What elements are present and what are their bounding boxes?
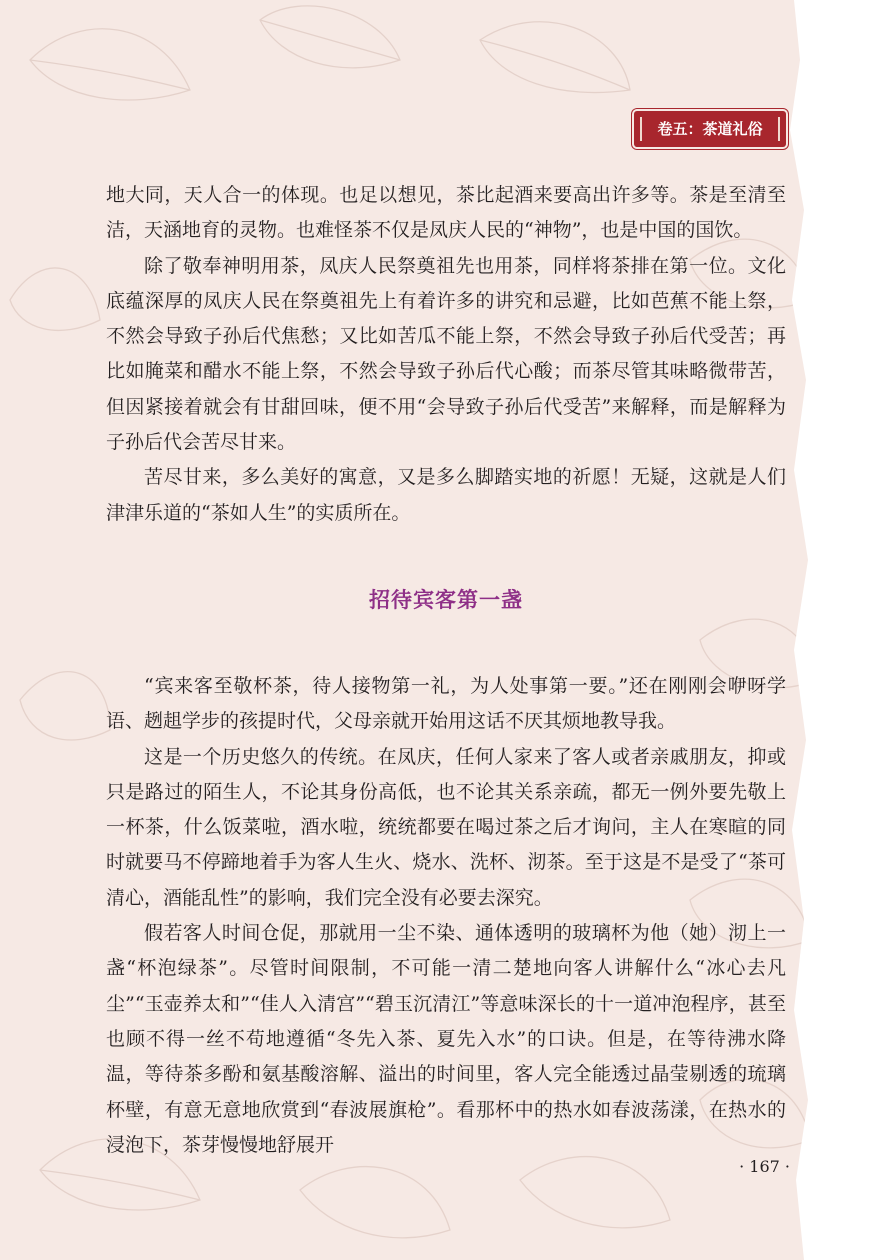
paragraph: 苦尽甘来，多么美好的寓意，又是多么脚踏实地的祈愿！无疑，这就是人们津津乐道的“茶如人生”的实质所在。: [106, 466, 786, 524]
paragraph: “宾来客至敬杯茶，待人接物第一礼，为人处事第一要。”还在刚刚会咿呀学语、趔趄学步的孩提时代，父母亲就开始用这话不厌其烦地教导我。: [106, 674, 786, 733]
paragraph: 假若客人时间仓促，那就用一尘不染、通体透明的玻璃杯为他（她）沏上一盏“杯泡绿茶”。尽管时间限制，不可能一清二楚地向客人讲解什么“冰心去凡尘”“玉壶养太和”“佳人入清宫”“碧玉沉清江”等意味深长的十一道冲泡程序，甚至也顾不得一丝不苟地遵循“冬先入茶、夏先入水”的口诀。但是，在等待沸水降温，等待茶多酚和氨基酸溶解、溢出的时间里，客人完全能透过晶莹剔透的琉璃杯壁，有意无意地欣赏到“春波展旗枪”。看那杯中的热水如春波荡漾，在热水的浸泡下，茶芽慢慢地舒展开: [106, 922, 786, 1156]
paragraph: 除了敬奉神明用茶，凤庆人民祭奠祖先也用茶，同样将茶排在第一位。文化底蕴深厚的凤庆人民在祭奠祖先上有着许多的讲究和忌避，比如芭蕉不能上祭，不然会导致子孙后代焦愁；又比如苦瓜不能上祭，不然会导致子孙后代受苦；再比如腌菜和醋水不能上祭，不然会导致子孙后代心酸；而茶尽管其味略微带苦，但因紧接着就会有甘甜回味，便不用“会导致子孙后代受苦”来解释，而是解释为子孙后代会苦尽甘来。: [106, 254, 786, 454]
paragraph: 这是一个历史悠久的传统。在凤庆，任何人家来了客人或者亲戚朋友，抑或只是路过的陌生人，不论其身份高低，也不论其关系亲疏，都无一例外要先敬上一杯茶，什么饭菜啦，酒水啦，统统都要在喝过茶之后才询问，主人在寒暄的同时就要马不停蹄地着手为客人生火、烧水、洗杯、沏茶。至于这是不是受了“茶可清心，酒能乱性”的影响，我们完全没有必要去深究。: [106, 745, 786, 909]
chapter-badge: 卷五：茶道礼俗: [634, 111, 786, 147]
page-number: · 167 ·: [739, 1157, 790, 1176]
section-title: 招待宾客第一盏: [369, 587, 523, 612]
article-body: [106, 178, 786, 1163]
paragraph: 地大同，天人合一的体现。也足以想见，茶比起酒来要高出许多等。茶是至清至洁，天涵地育的灵物。也难怪茶不仅是凤庆人民的“神物”，也是中国的国饮。: [106, 184, 786, 242]
